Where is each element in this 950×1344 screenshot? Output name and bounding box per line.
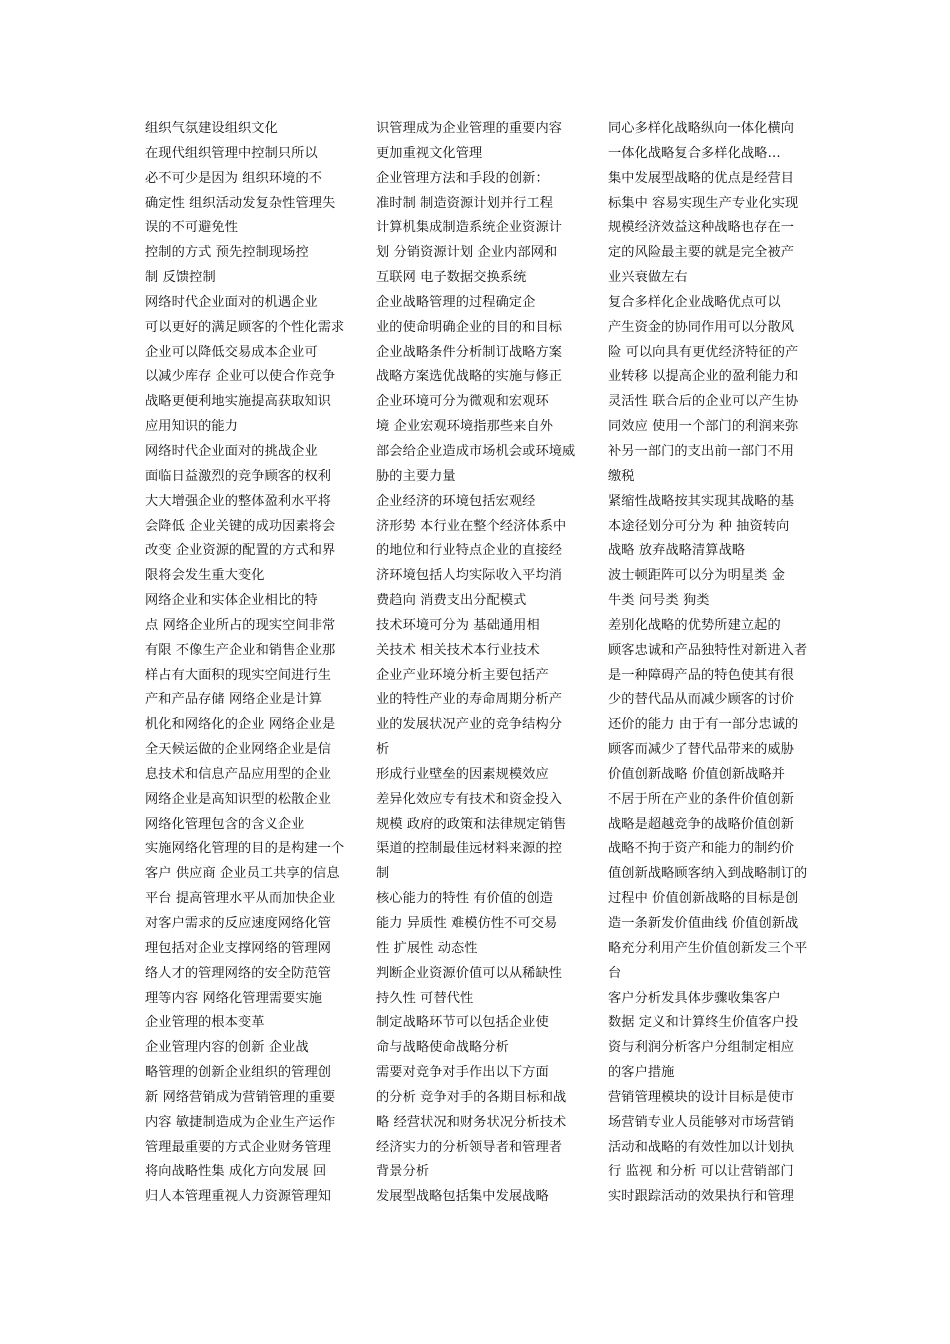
text-line: 性 扩展性 动态性 [376, 940, 478, 956]
text-line: 资与利润分析客户分组制定相应 [608, 1040, 795, 1056]
text-line: 理包括对企业支撑网络的管理网 [145, 940, 332, 956]
text-line: 产和产品存储 网络企业是计算 [145, 692, 323, 708]
text-line: 企业可以降低交易成本企业可 [145, 344, 318, 360]
text-line: 缴税 [608, 468, 635, 484]
text-line: 过程中 价值创新战略的目标是创 [608, 891, 799, 907]
text-line: 境 企业宏观环境指那些来自外 [376, 419, 554, 435]
text-line: 济形势 本行业在整个经济体系中 [376, 518, 567, 534]
text-line: 场营销专业人员能够对市场营销 [608, 1114, 795, 1130]
text-line: 必不可少是因为 组织环境的不 [145, 170, 323, 186]
text-line: 胁的主要力量 [376, 468, 456, 484]
text-line: 改变 企业资源的配置的方式和界 [145, 543, 336, 559]
text-column-middle [376, 117, 598, 1210]
text-line: 会降低 企业关键的成功因素将会 [145, 518, 336, 534]
text-line: 管理最重要的方式企业财务管理 [145, 1139, 332, 1155]
text-line: 新 网络营销成为营销管理的重要 [145, 1089, 336, 1105]
text-line: 波士顿距阵可以分为明星类 金 [608, 568, 786, 584]
text-line: 能力 异质性 难模仿性不可交易 [376, 916, 558, 931]
text-line: 的客户措施 [608, 1065, 675, 1081]
text-line: 企业管理的根本变革 [145, 1015, 265, 1031]
text-line: 一体化战略复合多样化战略… [608, 145, 781, 161]
text-line: 互联网 电子数据交换系统 [376, 270, 527, 286]
text-line: 对客户需求的反应速度网络化管 [145, 916, 332, 931]
text-line: 误的不可避免性 [145, 220, 239, 236]
text-line: 络人才的管理网络的安全防范管 [145, 965, 332, 981]
text-line: 规模经济效益这种战略也存在一 [608, 220, 795, 236]
text-line: 值创新战略顾客纳入到战略制订的 [608, 866, 808, 882]
text-line: 台 [608, 965, 622, 981]
text-line: 客户 供应商 企业员工共享的信息 [145, 866, 340, 882]
text-line: 网络时代企业面对的挑战企业 [145, 443, 318, 459]
text-line: 灵活性 联合后的企业可以产生协 [608, 394, 799, 410]
text-line: 部会给企业造成市场机会或环境威 [376, 443, 576, 459]
text-line: 企业环境可分为微观和宏观环 [376, 394, 549, 410]
text-line: 有限 不像生产企业和销售企业那 [145, 642, 336, 658]
text-line: 核心能力的特性 有价值的创造 [376, 891, 554, 907]
text-line: 战略不拘于资产和能力的制约价 [608, 841, 795, 857]
text-line: 险 可以向具有更优经济特征的产 [608, 344, 799, 360]
text-line: 企业战略管理的过程确定企 [376, 294, 536, 310]
text-line: 在现代组织管理中控制只所以 [145, 145, 318, 161]
text-line: 略管理的创新企业组织的管理创 [145, 1065, 332, 1081]
text-line: 归人本管理重视人力资源管理知 [145, 1189, 332, 1205]
text-line: 的地位和行业特点企业的直接经 [376, 543, 563, 559]
text-line: 确定性 组织活动发复杂性管理失 [145, 195, 336, 211]
text-line: 企业战略条件分析制订战略方案 [376, 344, 563, 360]
text-line: 数据 定义和计算终生价值客户投 [608, 1015, 799, 1031]
text-line: 战略方案选优战略的实施与修正 [376, 369, 563, 385]
text-line: 关技术 相关技术本行业技术 [376, 642, 540, 658]
text-line: 战略 放弃战略清算战略 [608, 543, 746, 559]
text-line: 业转移 以提高企业的盈利能力和 [608, 369, 799, 385]
text-line: 企业管理方法和手段的创新： [376, 170, 549, 186]
text-line: 网络化管理包含的含义企业 [145, 816, 305, 832]
text-line: 判断企业资源价值可以从稀缺性 [376, 965, 563, 981]
text-line: 是一种障碍产品的特色使其有很 [608, 667, 795, 683]
text-line: 限将会发生重大变化 [145, 568, 265, 584]
text-line: 略充分利用产生价值创新发三个平 [608, 940, 808, 956]
text-line: 本途径划分可分为 种 抽资转向 [608, 518, 790, 534]
text-line: 价值创新战略 价值创新战略并 [608, 766, 786, 782]
text-line: 以减少库存 企业可以使合作竞争 [145, 369, 336, 385]
text-line: 息技术和信息产品应用型的企业 [145, 766, 332, 782]
text-line: 企业产业环境分析主要包括产 [376, 667, 549, 683]
text-line: 样占有大面积的现实空间进行生 [145, 667, 332, 683]
text-line: 点 网络企业所占的现实空间非常 [145, 617, 336, 633]
text-line: 大大增强企业的整体盈利水平将 [145, 493, 332, 509]
text-line: 费趋向 消费支出分配模式 [376, 593, 527, 609]
text-line: 同效应 使用一个部门的利润来弥 [608, 419, 799, 435]
text-line: 需要对竞争对手作出以下方面 [376, 1065, 549, 1081]
text-line: 牛类 问号类 狗类 [608, 593, 710, 609]
text-line: 网络时代企业面对的机遇企业 [145, 294, 318, 310]
text-line: 少的替代品从而减少顾客的讨价 [608, 692, 795, 708]
text-line: 经济实力的分析领导者和管理者 [376, 1139, 563, 1155]
text-line: 企业经济的环境包括宏观经 [376, 493, 536, 509]
text-line: 全天候运做的企业网络企业是信 [145, 742, 332, 758]
text-line: 准时制 制造资源计划并行工程 [376, 195, 554, 211]
text-line: 营销管理模块的设计目标是使市 [608, 1089, 795, 1105]
text-line: 还价的能力 由于有一部分忠诚的 [608, 717, 799, 733]
text-line: 略 经营状况和财务状况分析技术 [376, 1114, 567, 1130]
text-line: 造一条新发价值曲线 价值创新战 [608, 916, 799, 931]
text-line: 业兴衰做左右 [608, 270, 688, 286]
text-line: 紧缩性战略按其实现其战略的基 [608, 493, 795, 509]
text-line: 平台 提高管理水平从而加快企业 [145, 891, 336, 907]
text-line: 战略更便利地实施提高获取知识 [145, 394, 332, 410]
text-line: 补另一部门的支出前一部门不用 [608, 443, 795, 459]
text-line: 内容 敏捷制造成为企业生产运作 [145, 1114, 336, 1130]
text-column-left [145, 117, 367, 1210]
text-line: 网络企业和实体企业相比的特 [145, 593, 318, 609]
text-line: 活动和战略的有效性加以计划执 [608, 1139, 795, 1155]
text-column-right [608, 117, 830, 1210]
text-line: 业的特性产业的寿命周期分析产 [376, 692, 563, 708]
text-line: 产生资金的协同作用可以分散风 [608, 319, 795, 335]
text-line: 更加重视文化管理 [376, 145, 483, 161]
text-line: 定的风险最主要的就是完全被产 [608, 245, 795, 261]
text-line: 制 [376, 866, 390, 882]
text-line: 可以更好的满足顾客的个性化需求 [145, 319, 345, 335]
text-line: 差异化效应专有技术和资金投入 [376, 791, 563, 807]
text-line: 顾客而减少了替代品带来的威胁 [608, 742, 795, 758]
text-line: 组织气氛建设组织文化 [145, 121, 278, 136]
text-line: 复合多样化企业战略优点可以 [608, 294, 781, 310]
text-line: 划 分销资源计划 企业内部网和 [376, 245, 558, 261]
text-line: 技术环境可分为 基础通用相 [376, 617, 540, 633]
text-line: 实时跟踪活动的效果执行和管理 [608, 1189, 795, 1205]
text-line: 实施网络化管理的目的是构建一个 [145, 841, 345, 857]
text-line: 同心多样化战略纵向一体化横向 [608, 121, 795, 136]
text-line: 控制的方式 预先控制现场控 [145, 245, 309, 261]
text-line: 识管理成为企业管理的重要内容 [376, 121, 563, 136]
text-line: 将向战略性集 成化方向发展 回 [145, 1164, 327, 1180]
text-line: 渠道的控制最佳远材料来源的控 [376, 841, 563, 857]
text-line: 背景分析 [376, 1164, 430, 1180]
text-line: 形成行业壁垒的因素规模效应 [376, 766, 549, 782]
text-line: 行 监视 和分析 可以让营销部门 [608, 1164, 794, 1180]
text-line: 企业管理内容的创新 企业战 [145, 1040, 309, 1056]
text-line: 持久性 可替代性 [376, 990, 474, 1006]
text-line: 不居于所在产业的条件价值创新 [608, 791, 795, 807]
text-line: 面临日益激烈的竞争顾客的权利 [145, 468, 332, 484]
text-line: 发展型战略包括集中发展战略 [376, 1189, 549, 1205]
text-line: 客户分析发具体步骤收集客户 [608, 990, 781, 1006]
text-line: 网络企业是高知识型的松散企业 [145, 791, 332, 807]
text-line: 应用知识的能力 [145, 419, 239, 435]
text-line: 业的使命明确企业的目的和目标 [376, 319, 563, 335]
text-line: 标集中 容易实现生产专业化实现 [608, 195, 799, 211]
text-line: 集中发展型战略的优点是经营目 [608, 170, 795, 186]
text-line: 制定战略环节可以包括企业使 [376, 1015, 549, 1031]
text-line: 析 [376, 742, 390, 758]
text-line: 规模 政府的政策和法律规定销售 [376, 816, 567, 832]
text-line: 济环境包括人均实际收入平均消 [376, 568, 563, 584]
text-line: 业的发展状况产业的竞争结构分 [376, 717, 563, 733]
text-line: 差别化战略的优势所建立起的 [608, 617, 781, 633]
text-line: 理等内容 网络化管理需要实施 [145, 990, 323, 1006]
text-line: 机化和网络化的企业 网络企业是 [145, 717, 336, 733]
text-line: 计算机集成制造系统企业资源计 [376, 220, 563, 236]
text-line: 命与战略使命战略分析 [376, 1040, 509, 1056]
text-line: 顾客忠诚和产品独特性对新进入者 [608, 642, 808, 658]
text-line: 战略是超越竞争的战略价值创新 [608, 816, 795, 832]
text-line: 的分析 竞争对手的各期目标和战 [376, 1089, 567, 1105]
text-line: 制 反馈控制 [145, 270, 216, 286]
